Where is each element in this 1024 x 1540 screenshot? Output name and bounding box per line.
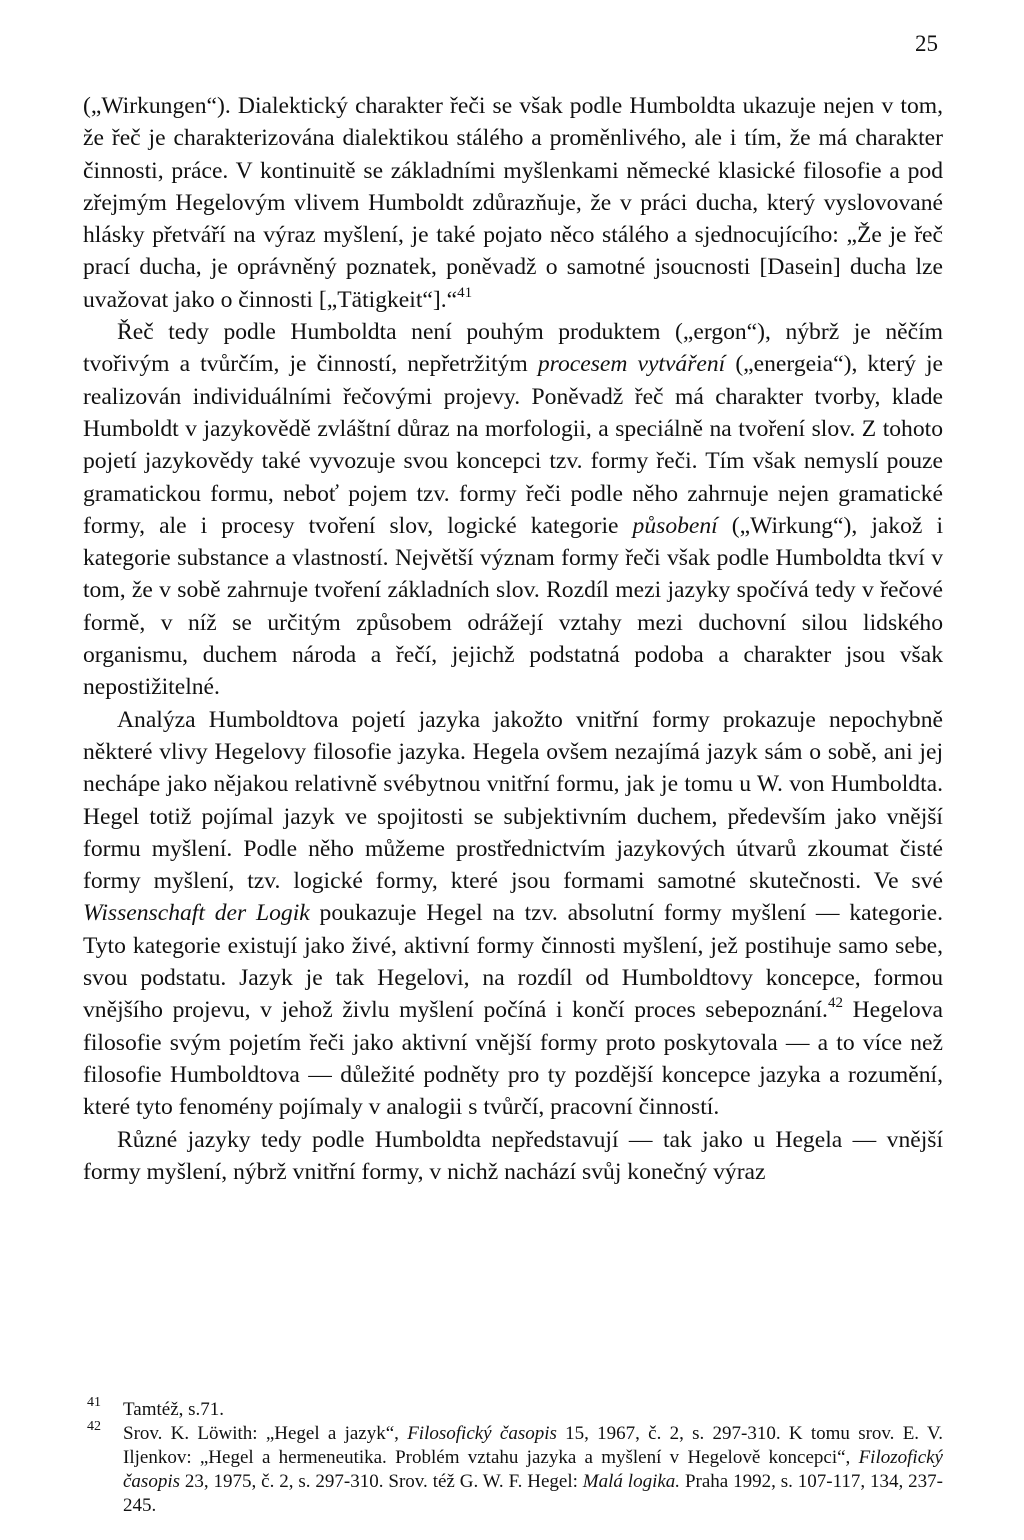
- text-run: Tamtéž, s.71.: [123, 1399, 225, 1420]
- italic-text: působení: [632, 512, 718, 539]
- footnote-text: [123, 1423, 943, 1516]
- footnote-number: 41: [87, 1395, 101, 1410]
- text-run: Řeč tedy podle Humboldta není pouhým produktem („ergon“), nýbrž je něčím tvořivým a tvůrčím, je činností, nepřetržitým: [83, 319, 943, 378]
- page-number: 25: [915, 31, 938, 56]
- text-run: („energeia“), který je realizován individuálními řečovými projevy. Poněvadž řeč má charakter tvorby, klade Humboldt v jazykovědě zvláštní důraz na morfologii, a speciálně na tvoření slov. Z tohoto pojetí jazykovědy také vyvozuje svou koncepci tzv. formy řeči. Tím však nemyslí pouze gramatickou formu, neboť pojem tzv. formy řeči podle něho zahrnuje nejen gramatické formy, ale i procesy tvoření slov, logické kategorie: [83, 351, 943, 539]
- paragraph-4: [83, 1124, 943, 1189]
- text-run: poukazuje Hegel na tzv. absolutní formy myšlení — kategorie. Tyto kategorie existují jako živé, aktivní formy činnosti myšlení, jež postihuje samo sebe, svou podstatu. Jazyk je tak Hegelovi, na rozdíl od Humboldtovy koncepce, formou vnějšího projevu, v jehož živlu myšlení počíná i končí proces sebepoznání.: [83, 900, 943, 1024]
- text-run: 23, 1975, č. 2, s. 297-310. Srov. též G. W. F. Hegel:: [180, 1471, 583, 1492]
- italic-text: Wissenschaft der Logik: [83, 900, 310, 927]
- italic-text: procesem vytváření: [537, 351, 726, 378]
- footnote-ref: 41: [457, 284, 473, 301]
- italic-text: Malá logika.: [582, 1471, 681, 1492]
- footnote-42: [83, 1419, 943, 1518]
- italic-text: Filozofický časopis: [123, 1447, 943, 1492]
- footnotes: [83, 1395, 943, 1518]
- text-run: („Wirkungen“). Dialektický charakter řeči se však podle Humboldta ukazuje nejen v tom, že řeč je charakterizována dialektikou stálého a proměnlivého, ale i tím, že má charakter činnosti, práce. V kontinuitě se základními myšlenkami německé klasické filosofie a pod zřejmým Hegelovým vlivem Humboldt zdůrazňuje, že v práci ducha, který vyslovované hlásky přetváří na výraz myšlení, je také pojato něco stálého a sjednocujícího: „Že je řeč prací ducha, je oprávněný poznatek, poněvadž o samotné jsoucnosti [Dasein] ducha lze uvažovat jako o činnosti [„Tätigkeit“].“: [83, 93, 943, 313]
- footnote-number: 42: [87, 1419, 101, 1434]
- paragraph-2: [83, 316, 943, 704]
- text-run: Analýza Humboldtova pojetí jazyka jakožto vnitřní formy prokazuje nepochybně některé vlivy Hegelovy filosofie jazyka. Hegela ovšem nezajímá jazyk sám o sobě, ani jej nechápe jako nějakou relativně svébytnou vnitřní formu, jak je tomu u W. von Humboldta. Hegel totiž pojímal jazyk ve spojitosti se subjektivním duchem, především jako vnější formu myšlení. Podle něho můžeme prostřednictvím jazykových útvarů zkoumat čisté formy myšlení, tzv. logické formy, které jsou formami samotné skutečnosti. Ve své: [83, 706, 943, 895]
- paragraph-1: [83, 90, 943, 316]
- text-run: Hegelova filosofie svým pojetím řeči jako aktivní vnější formy proto poskytovala — a to více než filosofie Humboldtova — důležité podněty pro ty pozdější koncepce jazyka a rozumění, které tyto fenomény pojímaly v analogii s tvůrčí, pracovní činností.: [83, 997, 943, 1121]
- text-run: („Wirkung“), jakož i kategorie substance a vlastností. Největší význam formy řeči však podle Humboldta tkví v tom, že v sobě zahrnuje tvoření základních slov. Rozdíl mezi jazyky spočívá tedy v řečové formě, v níž se určitým způsobem odrážejí vztahy mezi duchovní silou lidského organismu, duchem národa a řečí, jejichž podstatná podoba a charakter jsou však nepostižitelné.: [83, 512, 944, 701]
- text-run: 15, 1967, č. 2, s. 297-310. K tomu srov. E. V. Iljenkov: „Hegel a hermeneutika. Problém vztahu jazyka a myšlení v Hegelově koncepci“,: [123, 1423, 943, 1468]
- paragraph-3: [83, 704, 943, 1124]
- footnote-ref: 42: [827, 995, 843, 1012]
- italic-text: Filosofický časopis: [407, 1423, 557, 1444]
- text-run: Praha 1992, s. 107-117, 134, 237-245.: [123, 1471, 943, 1516]
- text-run: Různé jazyky tedy podle Humboldta nepředstavují — tak jako u Hegela — vnější formy myšlení, nýbrž vnitřní formy, v nichž nachází svůj konečný výraz: [83, 1126, 943, 1185]
- body-text: [83, 90, 943, 1188]
- text-run: Srov. K. Löwith: „Hegel a jazyk“,: [123, 1423, 408, 1444]
- footnote-41: [83, 1395, 943, 1422]
- footnote-text: [123, 1399, 224, 1420]
